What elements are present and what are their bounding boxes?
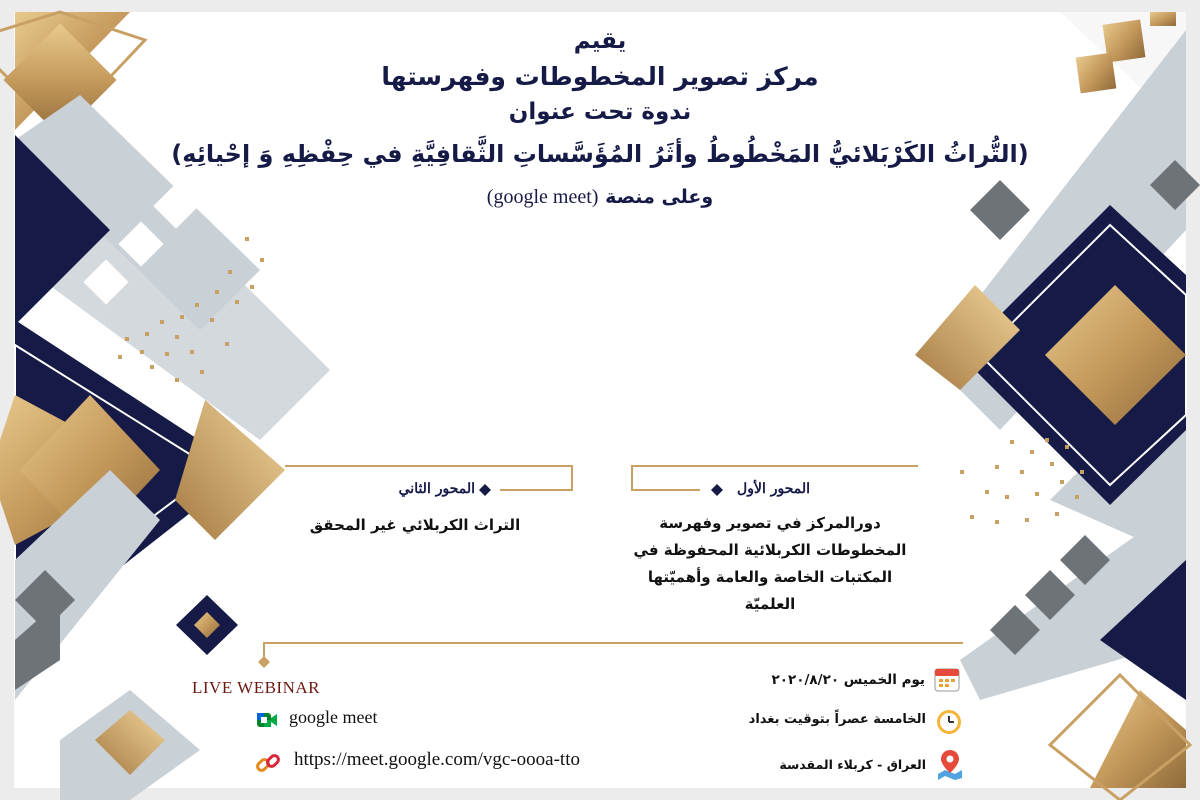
- platform-prefix: وعلى منصة: [605, 186, 714, 208]
- meet-platform-text: google meet: [289, 707, 378, 727]
- live-webinar-label: LIVE WEBINAR: [192, 678, 320, 697]
- header-organizer: مركز تصوير المخطوطات وفهرستها: [381, 62, 819, 91]
- meeting-link[interactable]: https://meet.google.com/vgc-oooa-tto: [294, 749, 580, 770]
- event-date: يوم الخميس ٢٠٢٠/٨/٢٠: [771, 672, 925, 688]
- axis-first-title: المحور الأول: [737, 481, 810, 497]
- event-time: الخامسة عصراً بتوقيت بغداد: [748, 712, 926, 727]
- axis-second-body: التراث الكربلائي غير المحقق: [309, 516, 521, 534]
- google-meet-icon: [255, 708, 279, 732]
- platform-name: (google meet): [486, 186, 599, 208]
- header-line-seminar: ندوة تحت عنوان: [508, 99, 692, 125]
- location-pin-icon: [935, 748, 965, 780]
- axis-second-title: المحور الثاني: [398, 481, 475, 497]
- calendar-icon: [932, 664, 962, 694]
- clock-icon: [934, 707, 964, 737]
- axis-first-body: دورالمركز في تصوير وفهرسة المخطوطات الكربلائية المحفوظة في المكتبات الخاصة والعامة وأهميّتها العلميّة: [633, 514, 907, 613]
- event-location: العراق - كربلاء المقدسة: [779, 757, 926, 772]
- link-chain-icon: [255, 750, 281, 776]
- seminar-title: (التُّراثُ الكَرْبَلائيُّ المَخْطُوطُ وأثَرُ المُؤَسَّساتِ الثَّقافِيَّةِ في حِفْظِهِ وَ إحْيائِهِ): [171, 140, 1029, 168]
- platform-line: [250, 186, 950, 209]
- header-line-presents: يقيم: [573, 28, 627, 54]
